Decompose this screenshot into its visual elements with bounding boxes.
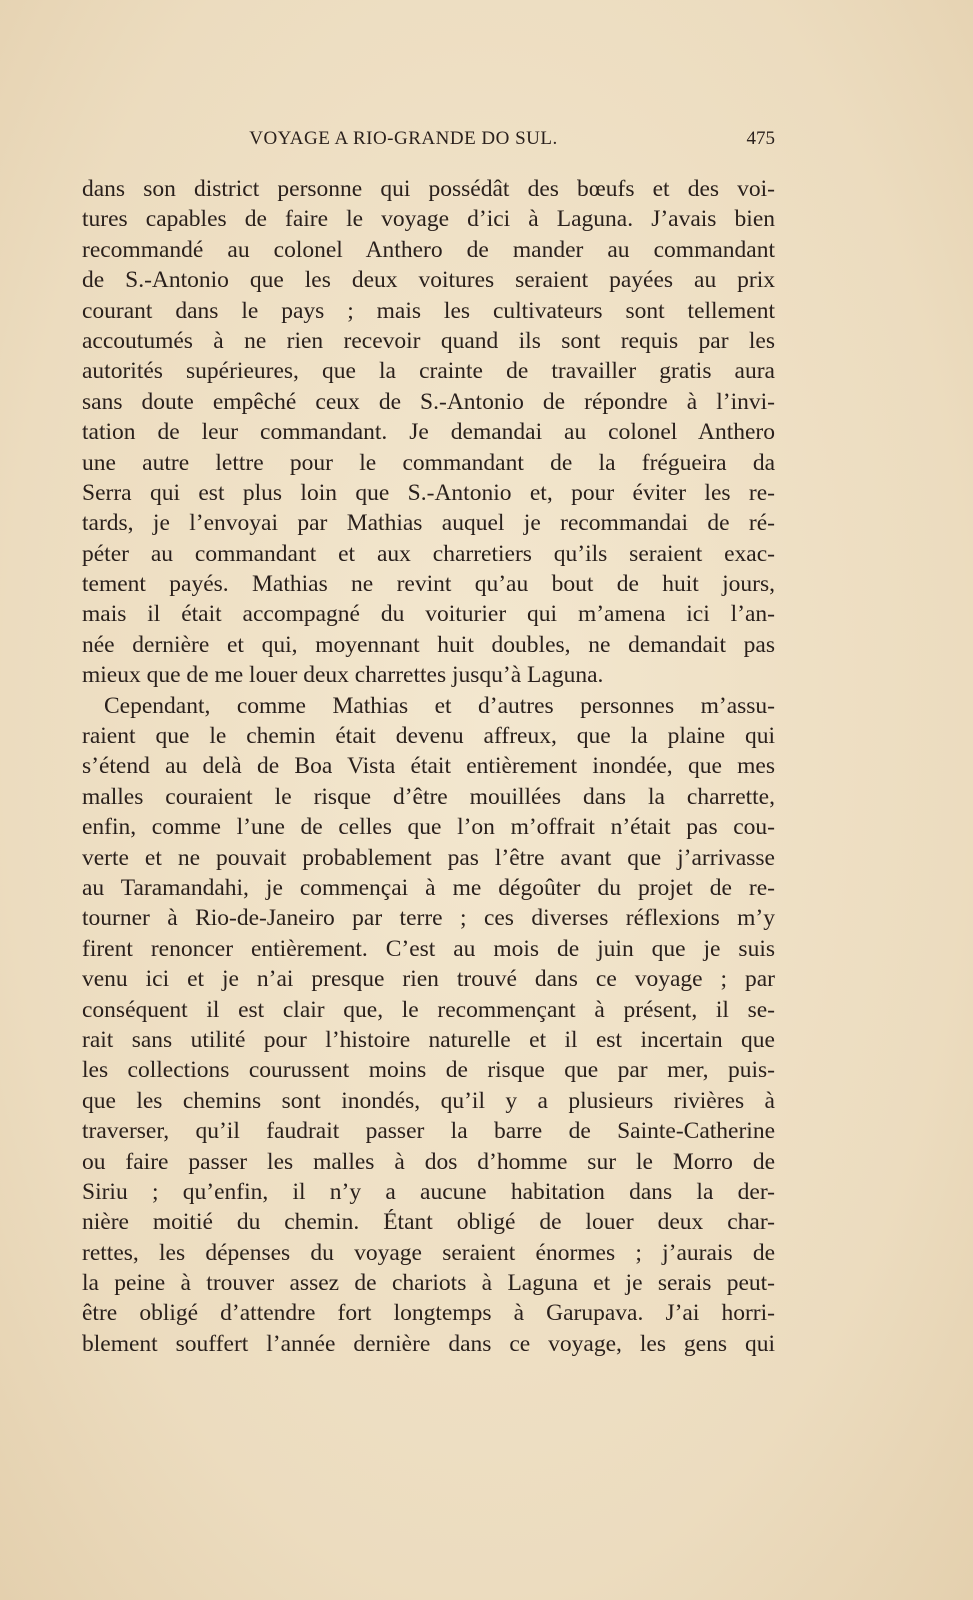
- text-line: conséquent il est clair que, le recommençant à présent, il se-: [82, 996, 775, 1023]
- text-line: traverser, qu’il faudrait passer la barre de Sainte-Catherine: [82, 1118, 775, 1145]
- text-line: tures capables de faire le voyage d’ici à Laguna. J’avais bien: [82, 206, 775, 233]
- text-line: mieux que de me louer deux charrettes jusqu’à Laguna.: [82, 662, 604, 689]
- text-line: nière moitié du chemin. Étant obligé de louer deux char-: [82, 1209, 775, 1236]
- running-title: VOYAGE A RIO-GRANDE DO SUL.: [249, 128, 558, 149]
- text-line: rait sans utilité pour l’histoire naturelle et il est incertain que: [82, 1026, 775, 1053]
- text-line: firent renoncer entièrement. C’est au mois de juin que je suis: [82, 935, 775, 962]
- text-line: les collections courussent moins de risque que par mer, puis-: [82, 1057, 775, 1084]
- text-line: être obligé d’attendre fort longtemps à Garupava. J’ai horri-: [82, 1300, 775, 1327]
- text-line: dans son district personne qui possédât des bœufs et des voi-: [82, 176, 775, 202]
- text-line: autorités supérieures, que la crainte de travailler gratis aura: [82, 358, 775, 385]
- text-line: s’étend au delà de Boa Vista était entièrement inondée, que mes: [82, 753, 775, 780]
- text-line: enfin, comme l’une de celles que l’on m’offrait n’était pas cou-: [82, 814, 775, 841]
- page-number: 475: [746, 128, 775, 149]
- text-line: tement payés. Mathias ne revint qu’au bout de huit jours,: [82, 571, 775, 598]
- text-line: raient que le chemin était devenu affreux, que la plaine qui: [82, 723, 775, 750]
- text-line: Cependant, comme Mathias et d’autres personnes m’assu-: [104, 692, 775, 719]
- running-head: [82, 124, 775, 154]
- text-line: recommandé au colonel Anthero de mander au commandant: [82, 236, 775, 263]
- text-line: Serra qui est plus loin que S.-Antonio et, pour éviter les re-: [82, 479, 775, 506]
- text-line: mais il était accompagné du voiturier qui m’amena ici l’an-: [82, 601, 775, 628]
- text-line: blement souffert l’année dernière dans ce voyage, les gens qui: [82, 1330, 775, 1357]
- body-text: [82, 174, 775, 1359]
- text-line: une autre lettre pour le commandant de la frégueira da: [82, 449, 775, 476]
- text-line: née dernière et qui, moyennant huit doubles, ne demandait pas: [82, 631, 775, 658]
- text-line: que les chemins sont inondés, qu’il y a plusieurs rivières à: [82, 1087, 775, 1114]
- text-line: Siriu ; qu’enfin, il n’y a aucune habitation dans la der-: [82, 1178, 775, 1205]
- text-line: la peine à trouver assez de chariots à Laguna et je serais peut-: [82, 1270, 775, 1297]
- text-line: accoutumés à ne rien recevoir quand ils sont requis par les: [82, 327, 775, 354]
- text-line: rettes, les dépenses du voyage seraient énormes ; j’aurais de: [82, 1239, 775, 1266]
- text-line: venu ici et je n’ai presque rien trouvé dans ce voyage ; par: [82, 966, 775, 993]
- text-line: de S.-Antonio que les deux voitures seraient payées au prix: [82, 267, 775, 294]
- text-line: tourner à Rio-de-Janeiro par terre ; ces diverses réflexions m’y: [82, 905, 775, 932]
- text-line: verte et ne pouvait probablement pas l’être avant que j’arrivasse: [82, 844, 775, 871]
- text-line: tards, je l’envoyai par Mathias auquel je recommandai de ré-: [82, 510, 775, 537]
- text-line: courant dans le pays ; mais les cultivateurs sont tellement: [82, 297, 775, 324]
- text-line: malles couraient le risque d’être mouillées dans la charrette,: [82, 783, 775, 810]
- text-line: tation de leur commandant. Je demandai au colonel Anthero: [82, 419, 775, 446]
- text-line: péter au commandant et aux charretiers qu’ils seraient exac-: [82, 540, 775, 567]
- text-line: ou faire passer les malles à dos d’homme sur le Morro de: [82, 1148, 775, 1175]
- text-line: sans doute empêché ceux de S.-Antonio de répondre à l’invi-: [82, 388, 775, 415]
- text-line: au Taramandahi, je commençai à me dégoûter du projet de re-: [82, 874, 775, 901]
